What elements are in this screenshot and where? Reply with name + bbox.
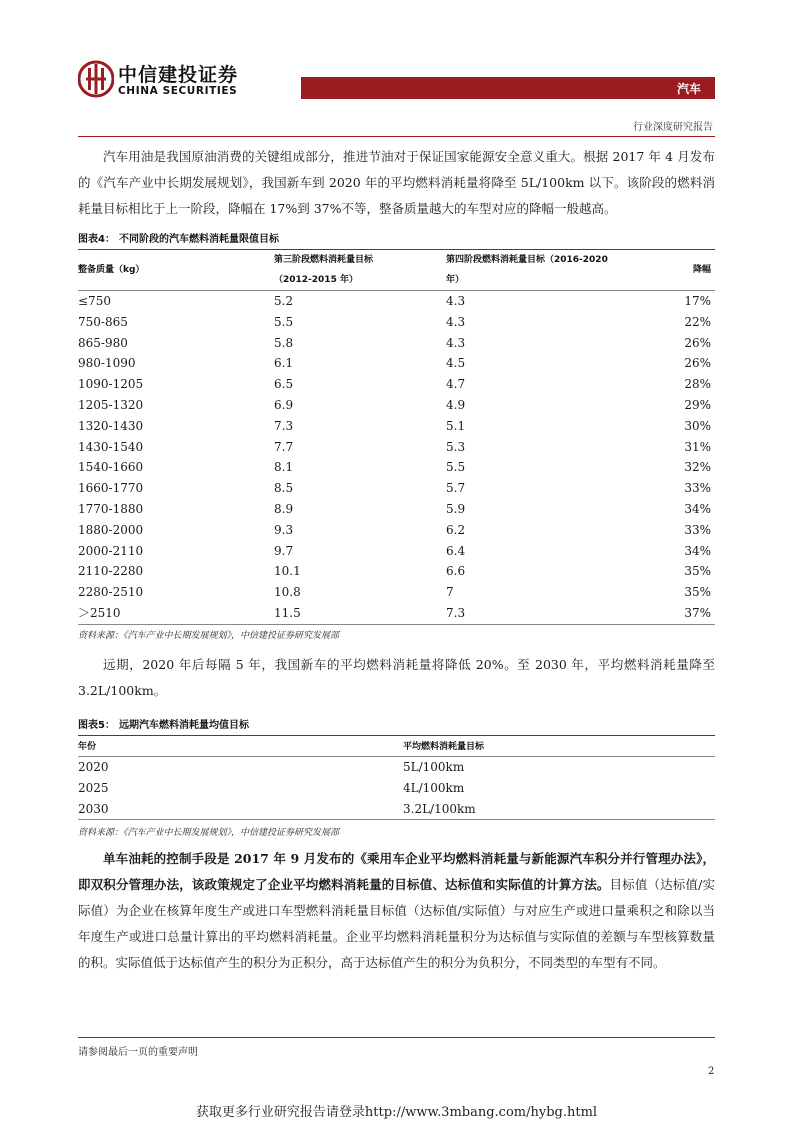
- col-target: 平均燃料消耗量目标: [403, 742, 485, 752]
- cell-reduction: 30%: [684, 418, 711, 433]
- cell-reduction: 37%: [684, 605, 711, 620]
- cell-stage3: 7.7: [274, 439, 294, 454]
- col-stage3: [274, 250, 446, 291]
- cell-mass: 1205-1320: [78, 397, 144, 412]
- cell-stage3: 9.7: [274, 543, 294, 558]
- cell-reduction: 29%: [684, 397, 711, 412]
- cell-stage4: 6.2: [446, 522, 466, 537]
- col-year: 年份: [78, 742, 97, 752]
- cell-reduction: 22%: [684, 314, 711, 329]
- table-header-row: [78, 250, 715, 291]
- policy-normal-text: 目标值（达标值/实际值）为企业在核算年度生产或进口车型燃料消耗量目标值（达标值/实际值）与对应生产或进口量乘积之和除以当年度生产或进口总量计算出的平均燃料消耗量。企业平均燃料消耗量积分为达标值与实际值的差额与车型核算数量的积。实际值低于达标值产生的积分为正积分，高于达标值产生的积分为负积分，不同类型的车型有不同。: [78, 877, 715, 970]
- intro-paragraph: [78, 144, 715, 222]
- table-row: [78, 333, 715, 354]
- cell-stage4: 4.3: [446, 335, 466, 350]
- cell-mass: 1880-2000: [78, 522, 144, 537]
- figure5-title: [78, 716, 715, 736]
- table-row: [78, 541, 715, 562]
- col-mass: 整备质量（kg）: [78, 265, 145, 275]
- cell-stage3: 10.8: [274, 585, 301, 600]
- cell-stage3: 9.3: [274, 522, 294, 537]
- table-row: [78, 291, 715, 312]
- table-row: [78, 603, 715, 624]
- table-row: [78, 395, 715, 416]
- cell-mass: 980-1090: [78, 356, 136, 371]
- figure5-caption: 远期汽车燃料消耗量均值目标: [118, 720, 249, 731]
- table-row: [78, 499, 715, 520]
- table-row: [78, 582, 715, 603]
- cell-stage4: 5.7: [446, 481, 466, 496]
- figure5-label: 图表5：: [78, 720, 115, 731]
- cell-reduction: 26%: [684, 356, 711, 371]
- table-row: [78, 374, 715, 395]
- cell-stage4: 5.1: [446, 418, 466, 433]
- cell-mass: 1090-1205: [78, 377, 144, 392]
- header-bar: [301, 77, 715, 99]
- fuel-limit-table: [78, 250, 715, 625]
- cell-stage3: 8.1: [274, 460, 294, 475]
- table-row: [78, 457, 715, 478]
- cell-mass: ＞2510: [78, 605, 121, 620]
- table-row: [78, 757, 715, 778]
- cell-year: 2020: [78, 760, 109, 774]
- cell-stage3: 11.5: [274, 605, 301, 620]
- logo-mark: [78, 58, 114, 100]
- disclaimer-note: 请参阅最后一页的重要声明: [78, 1047, 198, 1058]
- cell-stage3: 6.9: [274, 397, 294, 412]
- cell-mass: ≤750: [78, 294, 111, 308]
- cell-target: 4L/100km: [403, 780, 465, 795]
- industry-tag: 汽车: [676, 82, 701, 96]
- cell-target: 3.2L/100km: [403, 801, 476, 816]
- logo-cn-text: 中信建投证券: [118, 64, 239, 86]
- middle-paragraph: [78, 652, 715, 704]
- cell-stage4: 4.5: [446, 356, 466, 371]
- cell-stage3: 5.5: [274, 314, 294, 329]
- cell-stage4: 5.9: [446, 501, 466, 516]
- cell-stage4: 7: [446, 585, 454, 600]
- intro-text: 汽车用油是我国原油消费的关键组成部分，推进节油对于保证国家能源安全意义重大。根据 2017 年 4 月发布的《汽车产业中长期发展规划》，我国新车到 2020 年的平均燃料消耗量将降至 5L/100km 以下。该阶段的燃料消耗量目标相比于上一阶段，降幅在 17%到 37%不等，整备质量越大的车型对应的降幅一般越高。: [78, 149, 715, 216]
- cell-mass: 1320-1430: [78, 418, 144, 433]
- cell-mass: 750-865: [78, 314, 128, 329]
- figure4-source: 资料来源：《汽车产业中长期发展规划》，中信建投证券研究发展部: [78, 631, 340, 641]
- table-row: [78, 799, 715, 820]
- cell-reduction: 28%: [684, 377, 711, 392]
- cell-stage3: 8.5: [274, 481, 294, 496]
- col-stage3-line1: 第三阶段燃料消耗量目标: [274, 255, 374, 265]
- cell-stage3: 5.2: [274, 294, 294, 308]
- header-divider: [78, 136, 715, 137]
- policy-bold-text: 单车油耗的控制手段是 2017 年 9 月发布的《乘用车企业平均燃料消耗量与新能源汽车积分并行管理办法》，即双积分管理办法，该政策规定了企业平均燃料消耗量的目标值、达标值和实际值的计算方法。: [78, 851, 715, 892]
- table-row: [78, 778, 715, 799]
- cell-stage4: 4.3: [446, 294, 466, 308]
- middle-text: 远期，2020 年后每隔 5 年，我国新车的平均燃料消耗量将降低 20%。至 2030 年，平均燃料消耗量降至 3.2L/100km。: [78, 657, 715, 698]
- cell-reduction: 35%: [684, 564, 711, 579]
- figure4-label: 图表4：: [78, 234, 115, 245]
- cell-stage3: 7.3: [274, 418, 294, 433]
- cell-stage4: 4.9: [446, 397, 466, 412]
- table-row: [78, 561, 715, 582]
- cell-reduction: 26%: [684, 335, 711, 350]
- policy-text: [78, 846, 715, 976]
- footer-divider: [78, 1037, 715, 1038]
- cell-reduction: 33%: [684, 522, 711, 537]
- cell-mass: 2110-2280: [78, 564, 144, 579]
- table-row: [78, 520, 715, 541]
- table-header-row: [78, 738, 715, 757]
- cell-stage3: 10.1: [274, 564, 301, 579]
- figure4-caption: 不同阶段的汽车燃料消耗量限值目标: [118, 234, 279, 245]
- figure5-source: 资料来源：《汽车产业中长期发展规划》，中信建投证券研究发展部: [78, 828, 340, 838]
- cell-stage3: 6.1: [274, 356, 294, 371]
- cell-target: 5L/100km: [403, 760, 465, 774]
- cell-stage3: 5.8: [274, 335, 294, 350]
- promo-link[interactable]: 获取更多行业研究报告请登录http://www.3mbang.com/hybg.html: [195, 1105, 598, 1120]
- cell-reduction: 31%: [684, 439, 711, 454]
- table-row: [78, 478, 715, 499]
- cell-stage4: 5.5: [446, 460, 466, 475]
- cell-mass: 1540-1660: [78, 460, 144, 475]
- logo-en-text: CHINA SECURITIES: [118, 85, 238, 97]
- cell-reduction: 17%: [684, 294, 711, 308]
- cell-mass: 1660-1770: [78, 481, 144, 496]
- table-row: [78, 437, 715, 458]
- cell-stage3: 6.5: [274, 377, 294, 392]
- cell-stage4: 4.3: [446, 314, 466, 329]
- policy-paragraph: [78, 846, 715, 976]
- page-number: 2: [708, 1066, 715, 1077]
- cell-reduction: 35%: [684, 585, 711, 600]
- long-term-target-table: [78, 738, 715, 820]
- cell-reduction: 34%: [684, 543, 711, 558]
- cell-reduction: 32%: [684, 460, 711, 475]
- col-reduction: 降幅: [692, 265, 711, 275]
- cell-mass: 1770-1880: [78, 501, 144, 516]
- col-stage4-line1: 第四阶段燃料消耗量目标（2016-2020: [446, 255, 608, 265]
- col-stage4-line2: 年）: [446, 275, 465, 285]
- report-type: 行业深度研究报告: [633, 122, 713, 133]
- cell-mass: 2280-2510: [78, 585, 144, 600]
- cell-stage4: 7.3: [446, 605, 466, 620]
- cell-mass: 2000-2110: [78, 543, 144, 558]
- cell-stage3: 8.9: [274, 501, 294, 516]
- col-stage4: [446, 250, 626, 291]
- table-row: [78, 353, 715, 374]
- cell-stage4: 5.3: [446, 439, 466, 454]
- cell-mass: 865-980: [78, 335, 128, 350]
- figure4-title: [78, 230, 715, 250]
- table-row: [78, 416, 715, 437]
- cell-mass: 1430-1540: [78, 439, 144, 454]
- table-row: [78, 312, 715, 333]
- cell-stage4: 4.7: [446, 377, 466, 392]
- cell-year: 2030: [78, 801, 109, 816]
- cell-year: 2025: [78, 780, 109, 795]
- cell-stage4: 6.4: [446, 543, 466, 558]
- col-stage3-line2: （2012-2015 年）: [274, 275, 358, 285]
- cell-reduction: 34%: [684, 501, 711, 516]
- cell-stage4: 6.6: [446, 564, 466, 579]
- cell-reduction: 33%: [684, 481, 711, 496]
